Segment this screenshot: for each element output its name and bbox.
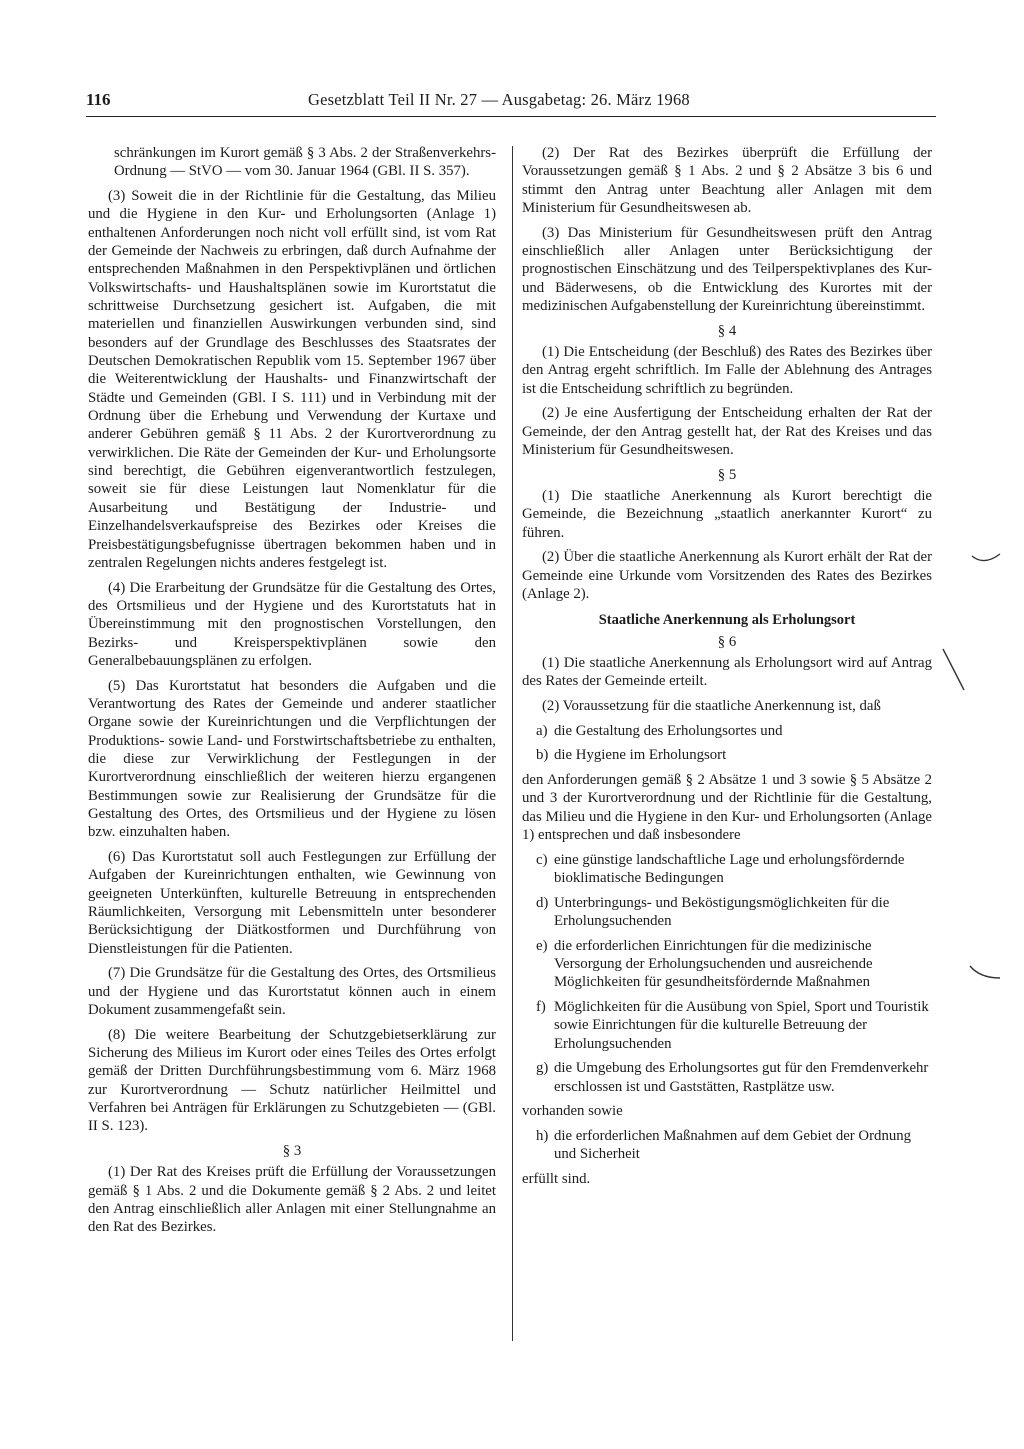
list-label: f): [536, 998, 546, 1015]
section-4-paragraph-1: (1) Die Entscheidung (der Beschluß) des Rates des Bezirkes über den Antrag ergeht schriftlich. Im Falle der Ablehnung des Antrages ist die Entscheidung schriftlich zu begründen.: [522, 344, 932, 397]
list-text: die erforderlichen Maßnahmen auf dem Gebiet der Ordnung und Sicherheit: [554, 1127, 912, 1163]
list-text: Unterbringungs- und Beköstigungsmöglichkeiten für die Erholungsuchenden: [554, 894, 890, 929]
left-column: [88, 144, 496, 1243]
section-6-paragraph-1: (1) Die staatliche Anerkennung als Erholungsort wird auf Antrag des Rates der Gemeinde erteilt.: [522, 655, 932, 690]
closing-line: erfüllt sind.: [522, 1170, 591, 1187]
page-header: [86, 90, 936, 117]
section-5-paragraph-1: (1) Die staatliche Anerkennung als Kurort berechtigt die Gemeinde, die Bezeichnung „staatlich anerkannter Kurort“ zu führen.: [522, 488, 932, 541]
list-item: [522, 894, 932, 931]
list-item: [522, 722, 932, 740]
list-item: [522, 851, 932, 888]
section-3-heading: § 3: [282, 1142, 302, 1159]
list-item: [522, 1127, 932, 1164]
paragraph-5: (5) Das Kurortstatut hat besonders die Aufgaben und die Verantwortung des Rates der Gemeinde und anderer staatlicher Organe sowie der Kureinrichtungen und die Verpflichtungen der Produktions- sowie Land- und Forstwirtschaftsbetriebe zu enthalten, die diese zur Verwirklichung der Festlegungen in der Kurortverordnung einschließlich der weiteren hierzu ergangenen Bestimmungen sowie zur Realisierung der Grundsätze für die Gestaltung des Ortes, des Ortsmilieus und der Hygiene zu lösen bzw. einzuhalten haben.: [88, 677, 496, 841]
list-text: die erforderlichen Einrichtungen für die medizinische Versorgung der Erholungsuchenden und ausreichende Möglichkeiten für gesundheitsfördernde Maßnahmen: [554, 937, 873, 991]
paragraph-7: (7) Die Grundsätze für die Gestaltung des Ortes, des Ortsmilieus und der Hygiene und das Kurortstatut können auch in einem Dokument zusammengefaßt sein.: [88, 965, 496, 1018]
section-6-paragraph-2-continuation: den Anforderungen gemäß § 2 Absätze 1 und 3 sowie § 5 Absätze 2 und 3 der Kurortverordnung und der Richtlinie für die Gestaltung, das Milieu und die Hygiene in den Kur- und Erholungsorten (Anlage 1) entsprechen und daß insbesondere: [522, 771, 932, 844]
list-label: c): [536, 851, 548, 868]
vorhanden-line: vorhanden sowie: [522, 1103, 623, 1120]
list-item: [522, 746, 932, 764]
list-label: h): [536, 1127, 549, 1144]
margin-mark-2: [940, 646, 970, 696]
header-title: Gesetzblatt Teil II Nr. 27 — Ausgabetag: 26. März 1968: [308, 90, 690, 109]
section-6-heading: § 6: [717, 633, 737, 650]
paragraph-4: (4) Die Erarbeitung der Grundsätze für die Gestaltung des Ortes, des Ortsmilieus und der Hygiene und des Kurortstatuts hat in Übereinstimmung mit den prognostischen Vorstellungen, den Bezirks- und Kreisperspektivplänen sowie den Generalbebauungsplänen zu erfolgen.: [88, 579, 496, 669]
list-text: die Hygiene im Erholungsort: [554, 747, 727, 764]
section-6-paragraph-2: (2) Voraussetzung für die staatliche Anerkennung ist, daß: [542, 698, 881, 715]
list-text: eine günstige landschaftliche Lage und erholungsfördernde bioklimatische Bedingungen: [554, 851, 905, 886]
section-3-paragraph-2: (2) Der Rat des Bezirkes überprüft die Erfüllung der Voraussetzungen gemäß § 1 Abs. 2 und § 2 Absätze 3 bis 6 und stimmt den Antrag unter Beachtung aller Anlagen mit dem Ministerium für Gesundheitswesen ab.: [522, 145, 932, 217]
paragraph-6: (6) Das Kurortstatut soll auch Festlegungen zur Erfüllung der Aufgaben der Kureinrichtungen enthalten, wie Gewinnung von geeigneten Unterkünften, kulturelle Betreuung in entsprechenden Räumlichkeiten, Versorgung mit Lebensmitteln unter besonderer Berücksichtigung der Diätkostformen und Durchführung von Dienstleistungen für die Patienten.: [88, 848, 496, 957]
paragraph-8: (8) Die weitere Bearbeitung der Schutzgebietserklärung zur Sicherung des Milieus im Kurort oder eines Teiles des Ortes erfolgt gemäß der Dritten Durchführungsbestimmung vom 6. März 1968 zur Kurortverordnung — Schutz natürlicher Heilmittel und Verfahren bei Anträgen für Erklärungen zu Schutzgebieten — (GBl. II S. 123).: [88, 1026, 496, 1135]
section-5-heading: § 5: [717, 466, 737, 483]
margin-mark-3: [966, 962, 1006, 986]
list-text: Möglichkeiten für die Ausübung von Spiel, Sport und Touristik sowie Einrichtungen für die kulturelle Betreuung der Erholungsuchenden: [554, 998, 929, 1052]
list-item: [522, 998, 932, 1053]
section-3-paragraph-1: (1) Der Rat des Kreises prüft die Erfüllung der Voraussetzungen gemäß § 1 Abs. 2 und die Dokumente gemäß § 2 Abs. 2 und leitet den Antrag einschließlich aller Anlagen mit einer Stellungnahme an den Rat des Bezirkes.: [88, 1164, 496, 1236]
list-item: [522, 937, 932, 992]
section-4-heading: § 4: [717, 322, 737, 339]
list-label: b): [536, 747, 549, 764]
list-item: [522, 1059, 932, 1096]
margin-mark-1: [968, 540, 1008, 570]
section-4-paragraph-2: (2) Je eine Ausfertigung der Entscheidung erhalten der Rat der Gemeinde, der den Antrag gestellt hat, der Rat des Kreises und das Ministerium für Gesundheitswesen.: [522, 405, 932, 459]
right-column: [522, 144, 932, 1195]
list-text: die Umgebung des Erholungsortes gut für den Fremdenverkehr erschlossen ist und Gaststätten, Rastplätze usw.: [554, 1060, 929, 1095]
page-number: 116: [86, 90, 111, 109]
paragraph-continuation: schränkungen im Kurort gemäß § 3 Abs. 2 der Straßenverkehrs-Ordnung — StVO — vom 30. Januar 1964 (GBl. II S. 357).: [114, 145, 496, 180]
section-3-paragraph-3: (3) Das Ministerium für Gesundheitswesen prüft den Antrag einschließlich aller Anlagen unter Berücksichtigung der prognostischen Einschätzung und des Teilperspektivplanes des Kur- und Bäderwesens, ob die Entwicklung des Kurortes mit der medizinischen Aufgabenstellung der Kureinrichtung übereinstimmt.: [522, 224, 932, 315]
list-label: e): [536, 937, 548, 954]
paragraph-3: (3) Soweit die in der Richtlinie für die Gestaltung, das Milieu und die Hygiene in den Kur- und Erholungsorten (Anlage 1) enthaltenen Anforderungen noch nicht voll erfüllt sind, ist vom Rat der Gemeinde der Nachweis zu erbringen, daß durch Aufnahme der entsprechenden Maßnahmen in den Perspektivplänen und örtlichen Volkswirtschafts- und Haushaltsplänen sowie im Kurortstatut die schrittweise Durchsetzung gesichert ist. Aufgaben, die mit materiellen und finanziellen Auswirkungen verbunden sind, sind besonders auf der Grundlage des Beschlusses des Staatsrates der Deutschen Demokratischen Republik vom 15. September 1967 über die Weiterentwicklung der Haushalts- und Finanzwirtschaft der Städte und Gemeinden (GBl. I S. 111) und in Verbindung mit der Ordnung über die Erhebung und Verwendung der Kurtaxe und anderer Gebühren gemäß § 11 Abs. 2 der Kurortverordnung zu verwirklichen. Die Räte der Gemeinden der Kur- und Erholungsorte sind berechtigt, die Gebühren eigenverantwortlich festzulegen, soweit sie für diese Leistungen laut Nomenklatur für die Ausarbeitung und Bestätigung der Industrie- und Einzelhandelsverkaufspreise des Bezirkes oder Kreises die Preisbestätigungsbefugnisse übertragen bekommen haben und in zentralen Regelungen nichts anderes festgelegt ist.: [88, 187, 496, 571]
list-label: a): [536, 722, 548, 739]
list-text: die Gestaltung des Erholungsortes und: [554, 722, 783, 739]
list-label: d): [536, 894, 549, 911]
list-label: g): [536, 1060, 549, 1077]
column-divider: [512, 146, 513, 1341]
section-title: Staatliche Anerkennung als Erholungsort: [598, 612, 856, 629]
section-5-paragraph-2: (2) Über die staatliche Anerkennung als Kurort erhält der Rat der Gemeinde eine Urkunde vom Vorsitzenden des Rates des Bezirkes (Anlage 2).: [522, 549, 932, 603]
